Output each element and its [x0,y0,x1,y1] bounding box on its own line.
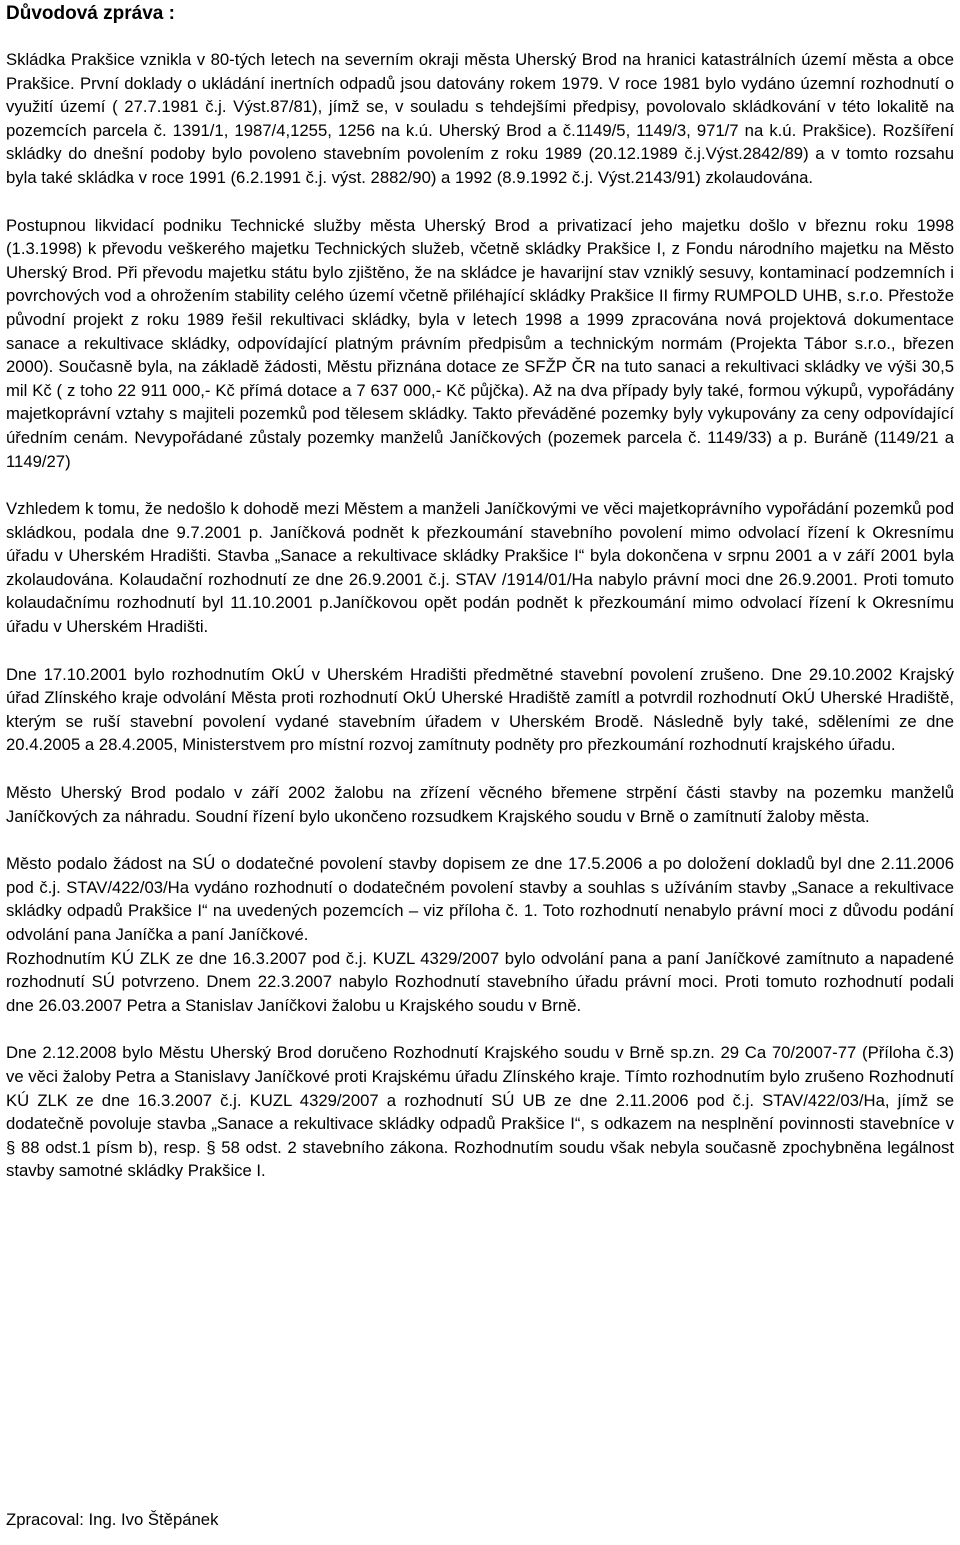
spacer [6,828,954,852]
spacer [6,1017,954,1041]
paragraph-appeal-decision: Rozhodnutím KÚ ZLK ze dne 16.3.2007 pod č.j. KUZL 4329/2007 bylo odvolání pana a paní Janíčkové zamítnuto a napadené rozhodnutí SÚ potvrzeno. Dnem 22.3.2007 nabylo Rozhodnutí stavebního úřadu právní moci. Proti tomuto rozhodnutí podali dne 26.03.2007 Petra a Stanislav Janíčkovi žalobu u Krajského soudu v Brně. [6,948,954,1015]
paragraph-review-request: Vzhledem k tomu, že nedošlo k dohodě mezi Městem a manželi Janíčkovými ve věci majetkoprávního vypořádání pozemků pod skládkou, podala dne 9.7.2001 p. Janíčková podnět k přezkoumání stavebního povolení mimo odvolací řízení k Okresnímu úřadu v Uherském Hradišti. Stavba „Sanace a rekultivace skládky Prakšice I“ byla dokončena v srpnu 2001 a v září 2001 byla zkolaudována. Kolaudační rozhodnutí ze dne 26.9.2001 č.j. STAV /1914/01/Ha nabylo právní moci dne 26.9.2001. Proti tomuto kolaudačnímu rozhodnutí byl 11.10.2001 p.Janíčkovou opět podán podnět k přezkoumání mimo odvolací řízení k Okresnímu úřadu v Uherském Hradišti. [6,499,954,637]
paragraph-property-transfer: Postupnou likvidací podniku Technické služby města Uherský Brod a privatizací jeho majetku došlo v březnu roku 1998 (1.3.1998) k převodu veškerého majetku Technických služeb, včetně skládky Prakšice I, z Fondu národního majetku na Město Uherský Brod. Při převodu majetku státu bylo zjištěno, že na skládce je havarijní stav vzniklý sesuvy, kontaminací podzemních i povrchových vod a ohrožením stability celého území včetně přiléhající skládky Prakšice II firmy RUMPOLD UHB, s.r.o. Přestože původní projekt z roku 1989 řešil rekultivaci skládky, byla v letech 1998 a 1999 zpracována nová projektová dokumentace sanace a rekultivace skládky, odpovídající platným právním předpisům a technickým normám (Projekta Tábor s.r.o., březen 2000). Současně byla, na základě žádosti, Městu přiznána dotace ze SFŽP ČR na tuto sanaci a rekultivaci skládky ve výši 30,5 mil Kč ( z toho 22 911 000,- Kč přímá dotace a 7 637 000,- Kč půjčka). Až na dva případy byly také, formou výkupů, vypořádány majetkoprávní vztahy s majiteli pozemků pod tělesem skládky. Takto převáděné pozemky byly vykupovány za ceny odpovídající úředním cenám. Nevypořádané zůstaly pozemky manželů Janíčkových (pozemek parcela č. 1149/33) a p. Buráně (1149/21 a 1149/27) [6,215,954,471]
paragraph-retroactive-permit: Město podalo žádost na SÚ o dodatečné povolení stavby dopisem ze dne 17.5.2006 a po doložení dokladů byl dne 2.11.2006 pod č.j. STAV/422/03/Ha vydáno rozhodnutí o dodatečném povolení stavby a souhlas s užíváním stavby „Sanace a rekultivace skládky odpadů Prakšice I“ na uvedených pozemcích – viz příloha č. 1. Toto rozhodnutí nenabylo právní moci z důvodu podání odvolání pana Janíčka a paní Janíčkové. [6,854,954,944]
spacer [6,757,954,781]
paragraph-court-ruling: Dne 2.12.2008 bylo Městu Uherský Brod doručeno Rozhodnutí Krajského soudu v Brně sp.zn. 29 Ca 70/2007-77 (Příloha č.3) ve věci žaloby Petra a Stanislavy Janíčkové proti Krajskému úřadu Zlínského kraje. Tímto rozhodnutím bylo zrušeno Rozhodnutí KÚ ZLK ze dne 16.3.2007 č.j. KUZL 4329/2007 a rozhodnutí SÚ UB ze dne 2.11.2006 pod č.j. STAV/422/03/Ha, jímž se dodatečně povoluje stavba „Sanace a rekultivace skládky odpadů Prakšice I“, s odkazem na nesplnění povinnosti stavebníce v § 88 odst.1 písm b), resp. § 58 odst. 2 stavebního zákona. Rozhodnutím soudu však nebyla současně zpochybněna legálnost stavby samotné skládky Prakšice I. [6,1043,954,1181]
spacer [6,190,954,214]
document-page [6,0,954,1183]
author-signature: Zpracoval: Ing. Ivo Štěpánek [6,1510,219,1529]
spacer [6,26,954,48]
paragraph-landfill-history: Skládka Prakšice vznikla v 80-tých letech na severním okraji města Uherský Brod na hranici katastrálních území města a obce Prakšice. První doklady o ukládání inertních odpadů jsou datovány rokem 1979. V roce 1981 bylo vydáno územní rozhodnutí o využití území ( 27.7.1981 č.j. Výst.87/81), jímž se, v souladu s tehdejšími předpisy, povolovalo skládkování v této lokalitě na pozemcích parcela č. 1391/1, 1987/4,1255, 1256 na k.ú. Uherský Brod a č.1149/5, 1149/3, 971/7 na k.ú. Prakšice). Rozšíření skládky do dnešní podoby bylo povoleno stavebním povolením z roku 1989 (20.12.1989 č.j.Výst.2842/89) a v tomto rozsahu byla také skládka v roce 1991 (6.2.1991 č.j. výst. 2882/90) a 1992 (8.9.1992 č.j. Výst.2143/91) zkolaudována. [6,50,954,187]
spacer [6,639,954,663]
spacer [6,473,954,497]
paragraph-permit-cancellation: Dne 17.10.2001 bylo rozhodnutím OkÚ v Uherském Hradišti předmětné stavební povolení zrušeno. Dne 29.10.2002 Krajský úřad Zlínského kraje odvolání Města proti rozhodnutí OkÚ Uherské Hradiště zamítl a potvrdil rozhodnutí OkÚ Uherské Hradiště, kterým se ruší stavební povolení vydané stavebním úřadem v Uherském Brodě. Následně byly také, sděleními ze dne 20.4.2005 a 28.4.2005, Ministerstvem pro místní rozvoj zamítnuty podněty pro přezkoumání rozhodnutí krajského úřadu. [6,664,954,755]
document-title: Důvodová zpráva : [6,3,175,24]
paragraph-easement-lawsuit: Město Uherský Brod podalo v září 2002 žalobu na zřízení věcného břemene strpění části stavby na pozemku manželů Janíčkových za náhradu. Soudní řízení bylo ukončeno rozsudkem Krajského soudu v Brně o zamítnutí žaloby města. [6,783,954,826]
